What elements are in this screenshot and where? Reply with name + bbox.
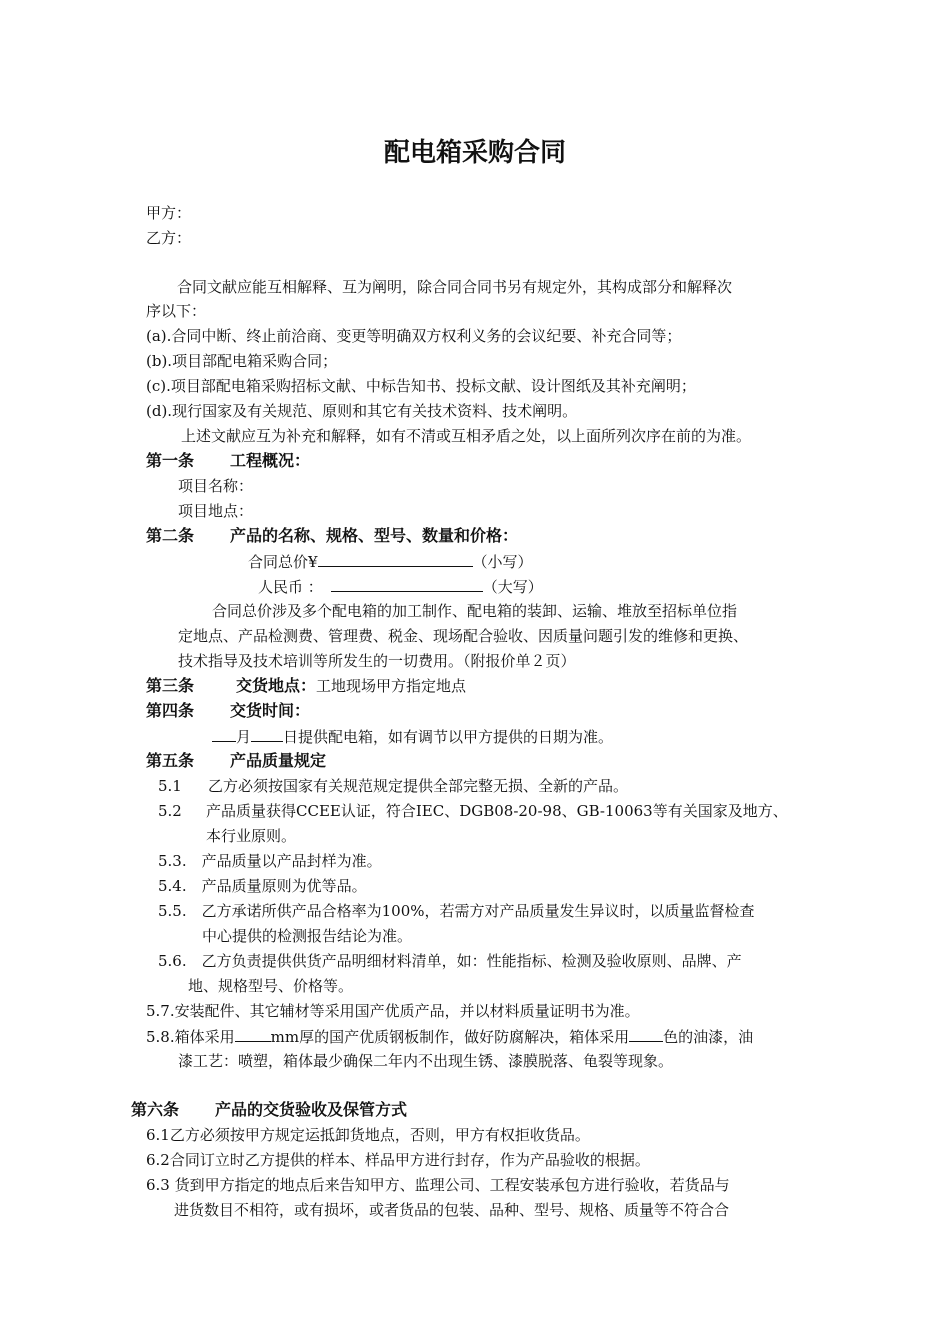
price-scope-line-2: 定地点、产品检测费、管理费、税金、现场配合验收、因质量问题引发的维修和更换、 [178, 627, 749, 645]
clause-5-2 [158, 801, 788, 821]
article-1-title: 工程概况： [230, 451, 311, 470]
price-scope-line-3: 技术指导及技术培训等所发生的一切费用。（附报价单２页） [178, 652, 576, 670]
clause-5-8-part-1: 5.8.箱体采用 [146, 1028, 235, 1046]
contract-total-blank [318, 551, 473, 567]
clause-5-1-number: 5.1 [158, 777, 182, 795]
article-6-heading [131, 1100, 407, 1120]
article-5-number: 第五条 [146, 751, 195, 770]
rmb-total-note: （大写） [482, 578, 543, 596]
clause-5-5-continued: 中心提供的检测报告结论为准。 [202, 927, 413, 945]
document-title: 配电箱采购合同 [383, 138, 566, 168]
clause-5-6-continued: 地、规格型号、价格等。 [188, 977, 354, 995]
contract-total-note: （小写） [472, 553, 533, 571]
article-2-heading [146, 526, 518, 546]
clause-5-5: 5.5. 乙方承诺所供产品合格率为100%，若需方对产品质量发生异议时，以质量监督检查 [158, 902, 755, 920]
article-3-heading [146, 676, 466, 696]
article-4-heading [146, 701, 310, 721]
article-1-heading [146, 451, 310, 471]
intro-item-d: (d).现行国家及有关规范、原则和其它有关技术资料、技术阐明。 [146, 402, 578, 420]
article-3-number: 第三条 [146, 676, 195, 695]
clause-5-2-text: 产品质量获得CCEE认证，符合IEC、DGB08-20-98、GB-10063等有关国家及地方、 [206, 802, 788, 820]
article-1-number: 第一条 [146, 451, 195, 470]
delivery-location-text: 工地现场甲方指定地点 [316, 677, 467, 695]
intro-line-1: 合同文献应能互相解释、互为阐明，除合同合同书另有规定外，其构成部分和解释次 [177, 278, 733, 296]
article-2-number: 第二条 [146, 526, 195, 545]
clause-6-3-continued: 进货数目不相符，或有损坏，或者货品的包装、品种、型号、规格、质量等不符合合 [174, 1201, 730, 1219]
contract-total-line [248, 551, 533, 572]
rmb-total-label: 人民币 ： [258, 578, 323, 596]
delivery-time-line [212, 726, 613, 747]
rmb-total-blank [331, 576, 483, 592]
clause-5-8 [146, 1026, 753, 1047]
clause-6-3: 6.3 货到甲方指定的地点后来告知甲方、监理公司、工程安装承包方进行验收，若货品与 [146, 1176, 730, 1194]
clause-6-2: 6.2合同订立时乙方提供的样本、样品甲方进行封存，作为产品验收的根据。 [146, 1151, 650, 1169]
clause-5-6: 5.6. 乙方负责提供供货产品明细材料清单，如：性能指标、检测及验收原则、品牌、产 [158, 952, 742, 970]
project-location-label: 项目地点： [178, 502, 254, 520]
month-label: 月 [236, 728, 252, 746]
clause-5-2-number: 5.2 [158, 802, 182, 820]
clause-5-4: 5.4. 产品质量原则为优等品。 [158, 877, 367, 895]
project-name-label: 项目名称： [178, 477, 254, 495]
party-a-label: 甲方： [146, 204, 192, 222]
thickness-blank [235, 1026, 271, 1042]
clause-5-1-text: 乙方必须按国家有关规范规定提供全部完整无损、全新的产品。 [208, 777, 629, 795]
article-6-title: 产品的交货验收及保管方式 [215, 1100, 408, 1119]
color-blank [629, 1026, 663, 1042]
price-scope-line-1: 合同总价涉及多个配电箱的加工制作、配电箱的装卸、运输、堆放至招标单位指 [212, 602, 738, 620]
contract-total-label: 合同总价¥ [248, 553, 318, 571]
clause-5-7: 5.7.安装配件、其它辅材等采用国产优质产品，并以材料质量证明书为准。 [146, 1002, 640, 1020]
clause-5-1 [158, 776, 628, 796]
clause-6-1: 6.1乙方必须按甲方规定运抵卸货地点，否则，甲方有权拒收货品。 [146, 1126, 590, 1144]
clause-5-8-continued: 漆工艺：喷塑，箱体最少确保二年内不出现生锈、漆膜脱落、龟裂等现象。 [178, 1052, 674, 1070]
delivery-time-text: 日提供配电箱，如有调节以甲方提供的日期为准。 [283, 728, 614, 746]
article-5-heading [146, 751, 326, 771]
clause-5-2-continued: 本行业原则。 [206, 827, 297, 845]
rmb-total-line [258, 576, 543, 597]
article-4-title: 交货时间： [230, 701, 311, 720]
intro-item-b: (b).项目部配电箱采购合同； [146, 352, 338, 370]
day-blank [251, 726, 283, 742]
clause-5-3: 5.3. 产品质量以产品封样为准。 [158, 852, 382, 870]
article-4-number: 第四条 [146, 701, 195, 720]
article-2-title: 产品的名称、规格、型号、数量和价格： [230, 526, 519, 545]
party-b-label: 乙方： [146, 229, 192, 247]
article-3-title: 交货地点： [236, 676, 317, 695]
intro-item-a: (a).合同中断、终止前洽商、变更等明确双方权利义务的会议纪要、补充合同等； [146, 327, 682, 345]
intro-conclusion: 上述文献应互为补充和解释，如有不清或互相矛盾之处，以上面所列次序在前的为准。 [181, 427, 752, 445]
month-blank [212, 726, 236, 742]
clause-5-8-part-2: mm厚的国产优质钢板制作，做好防腐解决，箱体采用 [270, 1028, 630, 1046]
clause-5-8-part-3: 色的油漆，油 [663, 1028, 754, 1046]
article-5-title: 产品质量规定 [230, 751, 327, 770]
article-6-number: 第六条 [131, 1100, 180, 1119]
intro-line-2: 序以下： [146, 302, 207, 320]
intro-item-c: (c).项目部配电箱采购招标文献、中标告知书、投标文献、设计图纸及其补充阐明； [146, 377, 696, 395]
